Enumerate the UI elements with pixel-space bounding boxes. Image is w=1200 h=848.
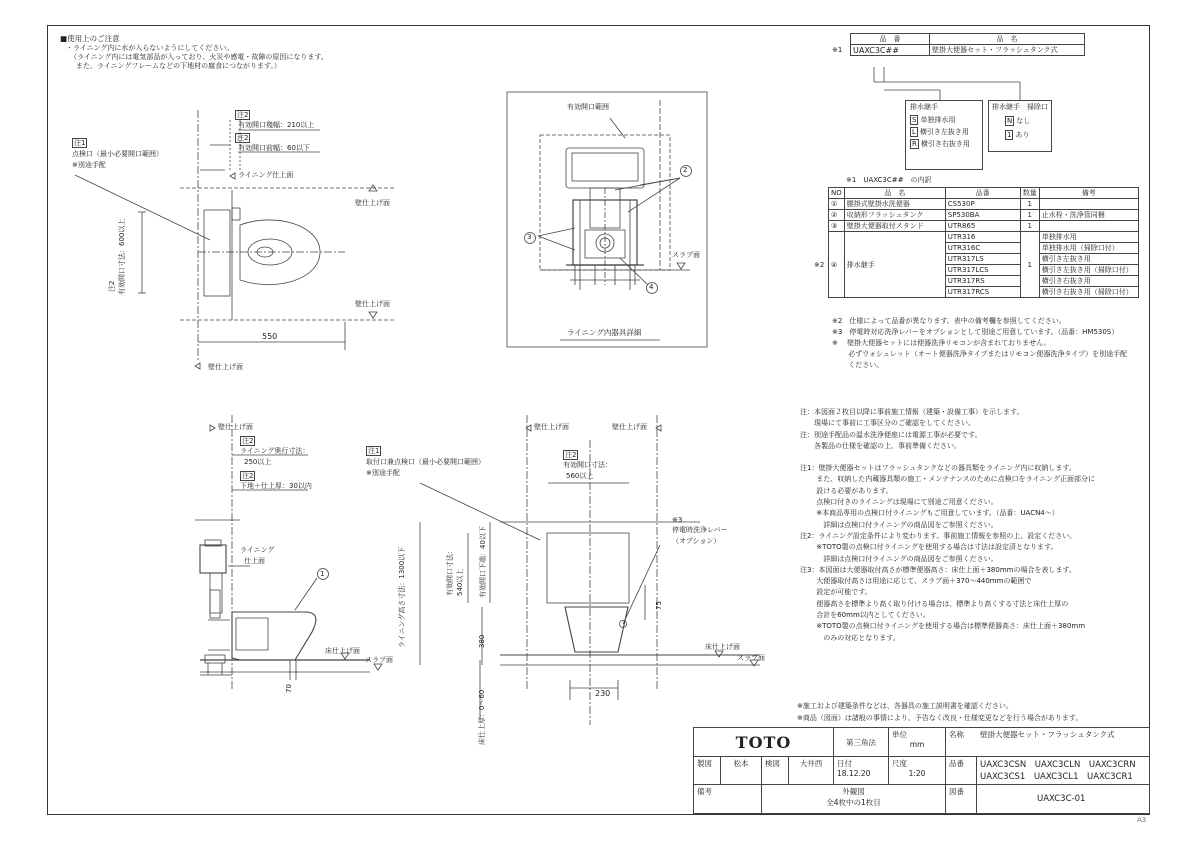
slab-label: スラブ面 — [365, 656, 393, 664]
drain-head: 排水継手 — [910, 103, 938, 111]
floor-thick-label: 床仕上厚：0〜60 — [478, 689, 486, 745]
notes-block: 注：本図面２枚目以降に事前施工情報（建築・設備工事）を示します。 現場にて事前に工事区分のご確認をしてください。 注：別途手配品の温水洗浄便座には電源工事が必要です。 各製品の仕様を確認の上、事前準備ください。 注1：壁掛大便器セットはフラッシュタンクなどの器具類をライニング内に収納します。 また、収納した内蔵器具類の施工・メンテナンスのために点検口をライニング正面部分に 設ける必要があります。 点検口付きのライニングは現場にて別途ご用意ください。 ※本商品専用の点検口付ライニングもご用意しています。（品番：UACN4〜） 詳細は点検口付ライニングの商品図をご参照ください。 注2：ライニング設定条件により変わります。事前施工情報を参照の上、設定ください。 ※TOTO製の点検口付ライニングを使用する場合は寸法は設定済となります。 詳細は点検口付ライニングの商品図をご参照ください。 注3：本図面は大便器取付高さが標準便器高さ：床仕上面＋380mmの場合を表します。 大便器取付高さは用途に応じて、スラブ面＋370〜440mmの範囲で 設定が可能です。 便器高さを標準より高く取り付ける場合は、標準より高くする寸法と床仕上厚の 合計を60mm以内としてください。 ※TOTO製の点検口付ライニングを使用する場合は標準便器高さ：床仕上面＋380mm のみの対応となります。 — [800, 408, 1096, 642]
wall-face-label: 壁仕上げ面 — [208, 363, 243, 371]
open-height-label: 有効開口寸法： — [446, 547, 454, 596]
slab-label: スラブ面 — [672, 251, 700, 259]
note-tag: 注1 — [368, 447, 380, 455]
product-mark: ※1 — [832, 46, 843, 54]
drain-opt-l: L 横引き左抜き用 — [912, 128, 969, 136]
note-3: ※3 — [672, 516, 683, 524]
notice-block — [60, 34, 328, 71]
callout-4: 4 — [649, 283, 654, 291]
note-tag: 注2 — [237, 111, 249, 119]
dim-75: 75 — [655, 601, 663, 610]
separate-label: ※別途手配 — [72, 161, 106, 169]
note-tag: 注2 — [237, 134, 249, 142]
lining-depth-value: 250以上 — [244, 458, 272, 466]
detail-view — [507, 92, 707, 347]
open-width-label: 有効開口寸法： — [563, 461, 612, 469]
note-tag: 注1 — [74, 139, 86, 147]
cleanout-options — [988, 100, 1052, 152]
dim-550: 550 — [262, 332, 278, 341]
lining-face-label: ライニング仕上面 — [238, 171, 294, 179]
table-row: ※2 ④ 排水継手 UTR316 1 単独排水用 — [812, 232, 1138, 243]
open-front-label: 有効開口前幅：60以下 — [238, 144, 310, 152]
floor-face-label: 床仕上げ面 — [705, 643, 740, 651]
separate-label: ※別途手配 — [366, 469, 400, 477]
product-name: 壁掛大便器セット・フラッシュタンク式 — [930, 45, 1085, 56]
drain-opt-s: S 単独排水用 — [912, 116, 956, 124]
open-width-label: 有効開口寸法：600以上 — [118, 218, 126, 295]
parts-title: ※1 UAXC3C## の内訳 — [846, 176, 932, 184]
lever-option: （オプション） — [672, 537, 721, 545]
table-row: UTR317LCS 横引き左抜き用（掃除口付） — [812, 265, 1138, 276]
col-code: 品 番 — [851, 34, 930, 45]
open-bottom-label: 有効開口下端：40以下 — [479, 526, 487, 598]
inspection-label: 取付口兼点検口（最小必要開口範囲） — [366, 458, 485, 466]
table-row: UTR317RCS 横引き右抜き用（掃除口付） — [812, 287, 1138, 298]
callout-1: 1 — [320, 570, 325, 578]
title-block: TOTO 第三角法 単位 mm 名称 壁掛大便器セット・フラッシュタンク式 製図 松本 検図 大井西 日付 18.12.20 尺度 1:20 品番 UAXC3CSN UAXC3CLN UAXC3CRN UAXC3CS1 UAXC3CL1 UAXC3CR1 備考 外観図 全4枚中の1枚目 図番 UAXC3C-01 — [693, 727, 1150, 814]
wall-face-label: 壁仕上げ面 — [612, 423, 647, 431]
notice-line: （ライニング内には電気部品が入っており、火災や感電・故障の原因になります。 — [70, 53, 328, 61]
toto-logo: TOTO — [694, 728, 834, 757]
note-tag: 注2 — [242, 437, 254, 445]
open-width-value: 560以上 — [566, 472, 594, 480]
open-height-value: 540以上 — [456, 568, 464, 596]
paper-size: A3 — [1137, 816, 1147, 824]
table-row: ③ 壁掛大便器取付スタンド UTR865 1 — [812, 221, 1138, 232]
bottom-notes: ※施工および建築条件などは、各器具の施工説明書を確認ください。 ※商品（図面）は諸般の事情により、予告なく改良・仕様変更などを行う場合があります。 — [797, 702, 1083, 722]
dim-70: 70 — [285, 684, 293, 693]
product-table — [830, 33, 1085, 56]
dim-230: 230 — [595, 689, 611, 698]
note-tag: 注2 — [242, 472, 254, 480]
drain-options — [905, 100, 983, 170]
lining-face-label: ライニング — [240, 546, 275, 554]
table-row: UTR316C 単独排水用（掃除口付） — [812, 243, 1138, 254]
table-row: UTR317RS 横引き右抜き用 — [812, 276, 1138, 287]
table-row: UTR317LS 横引き左抜き用 — [812, 254, 1138, 265]
inspection-label: 点検口（最小必要開口範囲） — [72, 150, 163, 158]
product-code: UAXC3C## — [851, 45, 930, 56]
wall-face-label: 壁仕上げ面 — [355, 300, 390, 308]
note-tag: 注2 — [565, 451, 577, 459]
table-row: ① 腰掛式壁掛水洗便器 CS530P 1 — [812, 199, 1138, 210]
lever-label: 停電時洗浄レバー — [672, 526, 728, 534]
lining-depth-label: ライニング奥行寸法： — [240, 447, 310, 455]
parts-table: NO 品 名 品番 数量 備考 ① 腰掛式壁掛水洗便器 CS530P 1 ② 収納形フラッシュタンク SP530BA 1 止水栓・洗浄管同梱 ③ 壁掛大便器取付スタンド UTR865 1 ※2 ④ 排水継手 UTR316 1 単独排水用 UTR316C 単独排水用（掃除口付） UTR317LS 横引き左抜き用 UTR317LCS 横引き左抜き用（掃除口付） UTR317RS 横引き右抜き用 UTR317RCS 横引き右抜き用（掃除口付） — [812, 187, 1139, 298]
wall-face-label: 壁仕上げ面 — [218, 423, 253, 431]
clean-opt-1: 1 あり — [1007, 131, 1030, 139]
col-name: 品 名 — [930, 34, 1085, 45]
open-depth-label: 有効開口幾幅：210以上 — [238, 121, 315, 129]
note-tag: 注2 — [108, 280, 116, 292]
clean-opt-n: N なし — [1007, 117, 1031, 125]
open-range-label: 有効開口範囲 — [567, 103, 609, 111]
product-connectors — [874, 67, 1020, 100]
clean-head: 排水継手 掃除口 — [992, 103, 1048, 111]
callout-2: 2 — [683, 166, 688, 174]
lining-face-label: 仕上面 — [244, 557, 265, 565]
dim-380: 380 — [478, 634, 486, 648]
slab-label: スラブ面 — [737, 654, 765, 662]
callout-3: 3 — [527, 233, 532, 241]
footnotes: ※2 仕様によって品番が異なります。表中の備考欄を参照してください。 ※3 停電時対応洗浄レバーをオプションとして別途ご用意しています。（品番：HM530S） ※ 壁掛大便器セットには便器洗浄リモコンが含まれておりません。 必ずウォシュレット（オート便器洗浄タイプまたはリモコン便器洗浄タイプ）を別途手配 ください。 — [832, 317, 1128, 369]
detail-caption: ライニング内器具詳細 — [567, 328, 642, 337]
notice-line: ・ライニング内に水が入らないようにしてください。 — [66, 44, 234, 52]
drain-opt-r: R 横引き右抜き用 — [912, 140, 970, 148]
floor-upper-label: 下地＋仕上厚：30以内 — [240, 482, 312, 490]
wall-face-label: 壁仕上げ面 — [534, 423, 569, 431]
floor-face-label: 床仕上げ面 — [325, 647, 360, 655]
notice-line: また、ライニングフレームなどの下地材の腐食につながります。） — [76, 62, 281, 70]
lining-height-label: ライニング高さ寸法：1300以下 — [398, 546, 406, 648]
notice-header: ■使用上のご注意 — [60, 34, 120, 43]
table-row: ② 収納形フラッシュタンク SP530BA 1 止水栓・洗浄管同梱 — [812, 210, 1138, 221]
wall-face-label: 壁仕上げ面 — [355, 199, 390, 207]
